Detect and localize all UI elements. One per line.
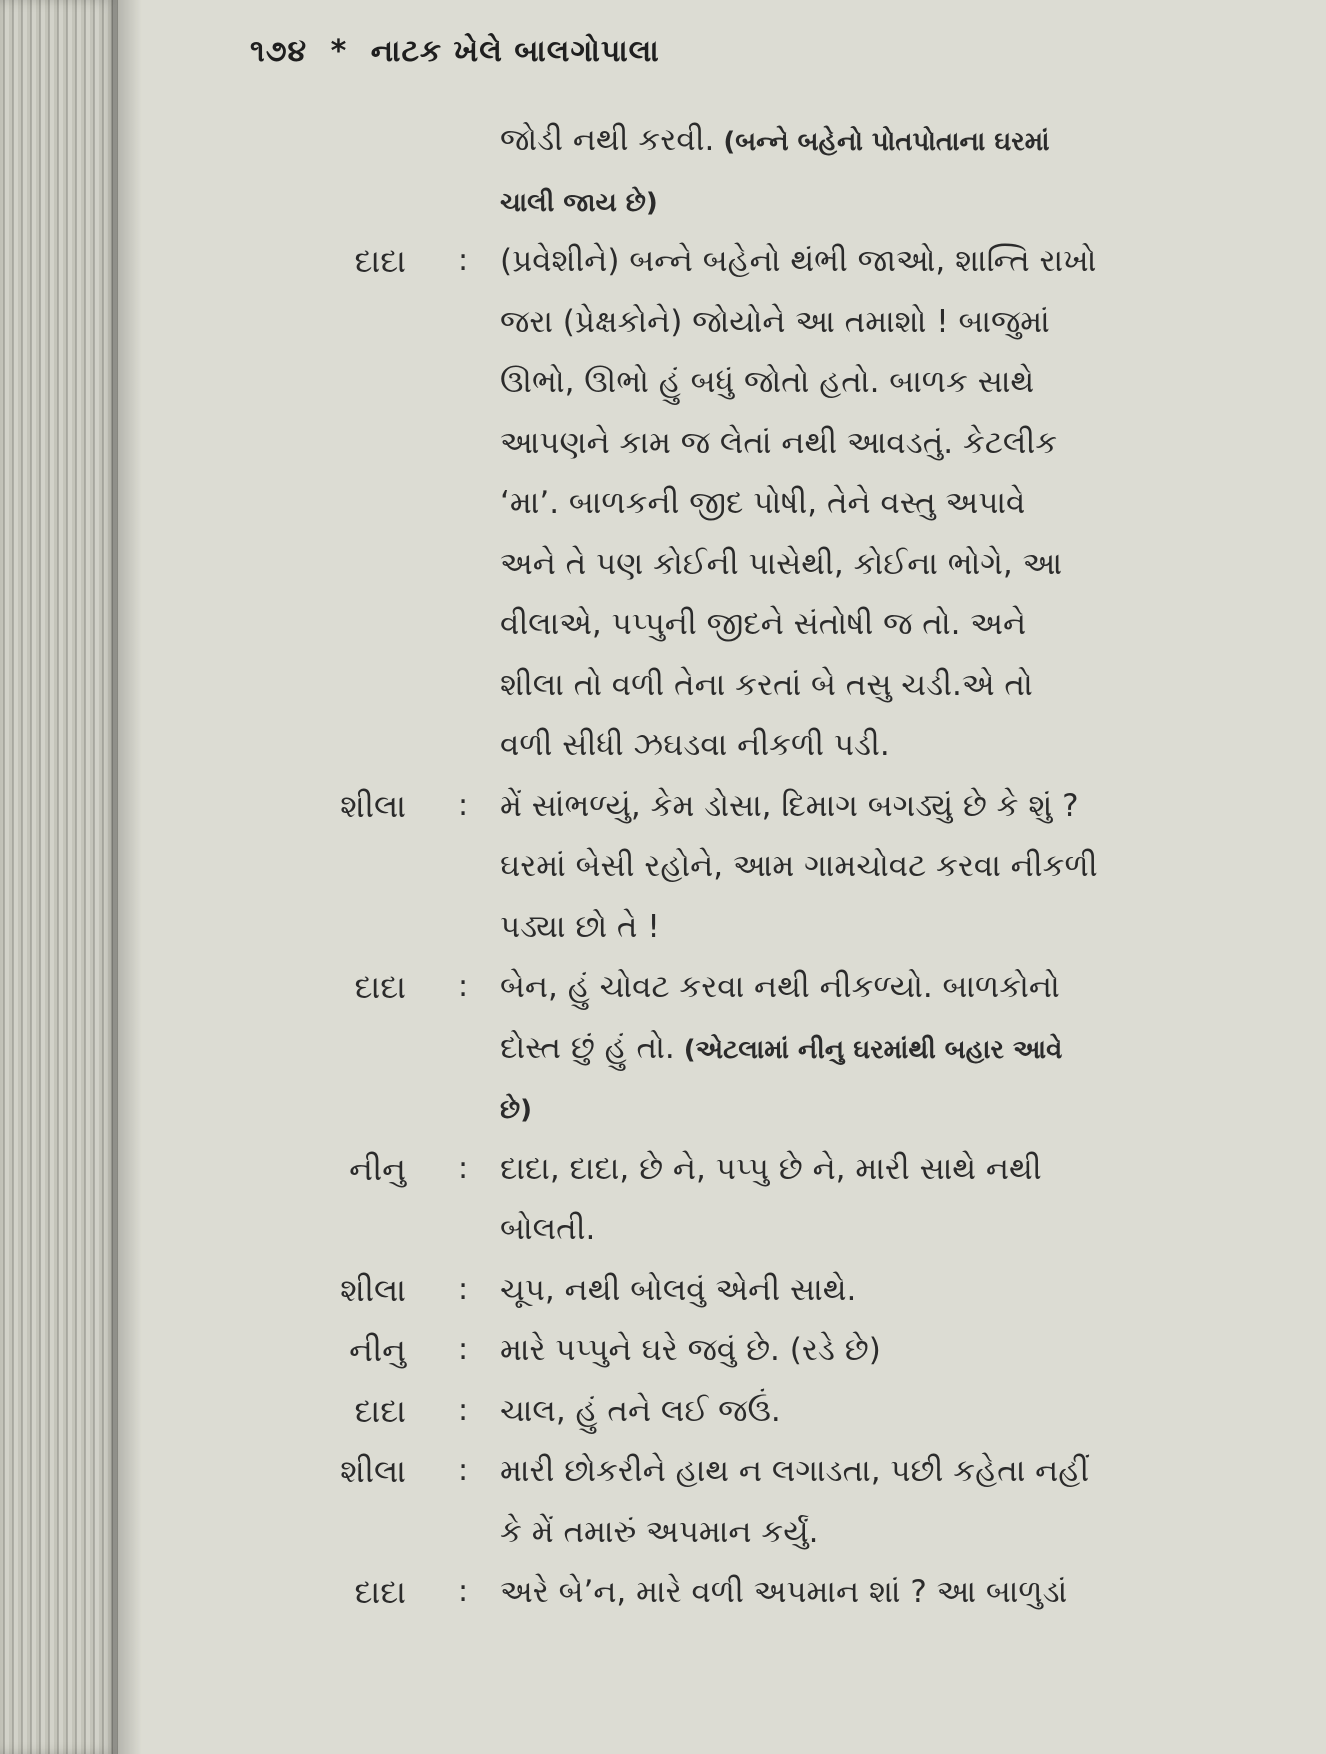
speaker-colon: : (458, 1392, 469, 1428)
speaker-colon: : (458, 1271, 469, 1307)
dialogue-text (500, 1080, 532, 1138)
stage-direction: ચાલી જાય છે) (500, 187, 658, 218)
dialogue-text (500, 899, 660, 955)
dialogue-line (0, 1141, 1326, 1197)
spoken-text: જરા (પ્રેક્ષકોને) જોયોને આ તમાશો ! બાજુમાં (500, 303, 1050, 340)
dialogue-text (500, 596, 1026, 652)
dialogue-line (0, 1443, 1326, 1499)
continuation-line (0, 112, 1326, 168)
dialogue-line (0, 778, 1326, 834)
continuation-line (0, 354, 1326, 410)
continuation-line (0, 1504, 1326, 1560)
speaker-name: શીલા (340, 1270, 406, 1309)
speaker-name: નીનુ (349, 1149, 406, 1188)
speaker-name: શીલા (340, 786, 406, 825)
speaker-name: દાદા (354, 1391, 406, 1430)
stage-direction: છે) (500, 1095, 532, 1125)
dialogue-text (500, 1141, 1042, 1197)
spoken-text: આપણને કામ જ લેતાં નથી આવડતું. કેટલીક (500, 424, 1058, 461)
dialogue-line (0, 1322, 1326, 1378)
speaker-name: નીનુ (349, 1331, 406, 1369)
spoken-text: મારે પપ્પુને ઘરે જવું છે. (રડે છે) (500, 1332, 881, 1368)
speaker-name: દાદા (354, 1573, 406, 1611)
spoken-text: જોડી નથી કરવી. (500, 122, 715, 158)
dialogue-text (500, 112, 1049, 170)
dialogue-line (0, 1564, 1326, 1620)
dialogue-text (500, 354, 1034, 410)
dialogue-line (0, 1262, 1326, 1318)
dialogue-text (500, 1383, 781, 1439)
speaker-name: દાદા (354, 968, 406, 1006)
speaker-colon: : (458, 1574, 469, 1609)
continuation-line (0, 838, 1326, 894)
continuation-line (0, 415, 1326, 471)
dialogue-text (500, 475, 1025, 531)
spoken-text: શીલા તો વળી તેના કરતાં બે તસુ ચડી.એ તો (500, 666, 1033, 703)
continuation-line (0, 536, 1326, 592)
dialogue-text (500, 173, 658, 231)
speaker-colon: : (458, 1332, 469, 1367)
book-title: નાટક ખેલે બાલગોપાલા (370, 34, 660, 69)
spoken-text: (પ્રવેશીને) બન્ને બહેનો થંભી જાઓ, શાન્તિ રાખો (500, 243, 1097, 279)
spoken-text: વળી સીધી ઝઘડવા નીકળી પડી. (500, 727, 890, 763)
speaker-colon: : (458, 969, 469, 1004)
dialogue-text (500, 233, 1096, 289)
dialogue-text (500, 959, 1060, 1015)
dialogue-line (0, 233, 1326, 289)
continuation-line (0, 1020, 1326, 1076)
spoken-text: પડ્યા છો તે ! (500, 908, 660, 945)
continuation-line (0, 475, 1326, 531)
dialogue-text (500, 1504, 818, 1560)
page-number: ૧૭૪ (250, 34, 308, 69)
dialogue-text (500, 1443, 1089, 1499)
spoken-text: બોલતી. (500, 1211, 596, 1247)
dialogue-text (500, 294, 1050, 350)
speaker-colon: : (458, 787, 469, 823)
spoken-text: ચાલ, હું તને લઈ જઉં. (500, 1392, 781, 1429)
dialogue-line (0, 959, 1326, 1015)
continuation-line (0, 173, 1326, 229)
header-separator: * (330, 34, 348, 69)
dialogue-text (500, 415, 1057, 471)
continuation-line (0, 294, 1326, 350)
dialogue-text (500, 717, 890, 773)
speaker-colon: : (458, 1453, 469, 1488)
speaker-name: શીલા (340, 1452, 406, 1490)
dialogue-text (500, 1322, 881, 1378)
stage-direction: (એટલામાં નીનુ ઘરમાંથી બહાર આવે (674, 1034, 1063, 1065)
dialogue-text (500, 1020, 1062, 1078)
spoken-text: બેન, હું ચોવટ કરવા નથી નીકળ્યો. બાળકોનો (500, 969, 1060, 1005)
spoken-text: અરે બે’ન, મારે વળી અપમાન શાં ? આ બાળુડાં (500, 1574, 1068, 1610)
spoken-text: ઘરમાં બેસી રહોને, આમ ગામચોવટ કરવા નીકળી (500, 848, 1098, 884)
dialogue-text (500, 1564, 1067, 1620)
speaker-colon: : (458, 243, 469, 278)
speaker-name: દાદા (354, 242, 406, 280)
spoken-text: વીલાએ, પપ્પુની જીદને સંતોષી જ તો. અને (500, 606, 1027, 642)
stage-direction: (બન્ને બહેનો પોતપોતાના ઘરમાં (714, 127, 1050, 157)
continuation-line (0, 717, 1326, 773)
spoken-text: દાદા, દાદા, છે ને, પપ્પુ છે ને, મારી સાથે નથી (500, 1150, 1042, 1187)
dialogue-text (500, 838, 1098, 894)
dialogue-text (500, 1201, 595, 1257)
spoken-text: ‘મા’. બાળકની જીદ પોષી, તેને વસ્તુ અપાવે (500, 485, 1026, 521)
continuation-line (0, 596, 1326, 652)
dialogue-text (500, 657, 1033, 713)
speaker-colon: : (458, 1150, 469, 1186)
spoken-text: મેં સાંભળ્યું, કેમ ડોસા, દિમાગ બગડ્યું છે કે શું ? (500, 787, 1079, 824)
spoken-text: મારી છોકરીને હાથ ન લગાડતા, પછી કહેતા નહીં (500, 1453, 1090, 1489)
spoken-text: દોસ્ત છું હું તો. (500, 1029, 675, 1066)
continuation-line (0, 899, 1326, 955)
spoken-text: ઊભો, ઊભો હું બધું જોતો હતો. બાળક સાથે (500, 364, 1035, 400)
spoken-text: અને તે પણ કોઈની પાસેથી, કોઈના ભોગે, આ (500, 545, 1063, 582)
dialogue-line (0, 1383, 1326, 1439)
spoken-text: કે મેં તમારું અપમાન કર્યું. (500, 1513, 819, 1550)
continuation-line (0, 657, 1326, 713)
continuation-line (0, 1201, 1326, 1257)
continuation-line (0, 1080, 1326, 1136)
dialogue-text (500, 536, 1062, 592)
dialogue-text (500, 778, 1079, 834)
spoken-text: ચૂપ, નથી બોલવું એની સાથે. (500, 1271, 857, 1308)
dialogue-text (500, 1262, 856, 1318)
